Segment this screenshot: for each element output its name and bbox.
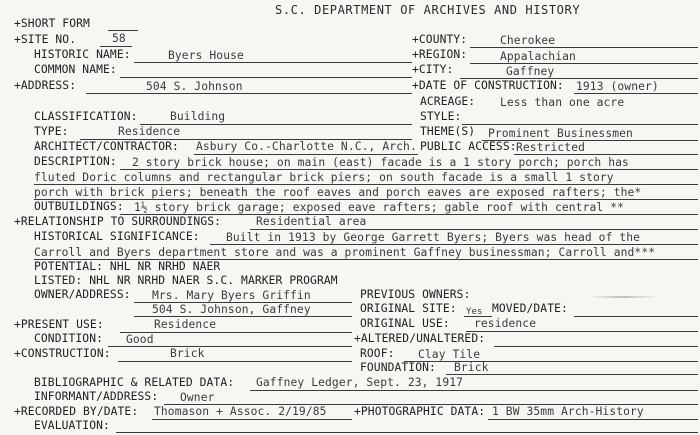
moved-date-label: MOVED/DATE:: [492, 302, 568, 315]
historical-significance-rule-1: [210, 244, 698, 245]
short-form-label: +SHORT FORM: [14, 17, 90, 30]
original-use-rule: [466, 331, 698, 332]
type-value[interactable]: Residence: [118, 125, 181, 138]
construction-value[interactable]: Brick: [170, 347, 205, 360]
listed-label: LISTED: NHL NR NRHD NAER S.C. MARKER PROGRAM: [34, 274, 338, 287]
informant-label: INFORMANT/ADDRESS:: [34, 390, 159, 403]
bibliographic-label: BIBLIOGRAPHIC & RELATED DATA:: [34, 376, 235, 389]
architect-value[interactable]: Asbury Co.-Charlotte N.C., Arch.: [196, 140, 417, 153]
owner-line-1[interactable]: Mrs. Mary Byers Griffin: [152, 289, 311, 302]
present-use-label: +PRESENT USE:: [14, 318, 104, 331]
address-rule: [86, 93, 412, 94]
architect-label: ARCHITECT/CONTRACTOR:: [34, 140, 179, 153]
outbuildings-value[interactable]: 1½ story brick garage; exposed eave rafters; gable roof with central **: [134, 201, 624, 214]
historical-significance-line-1[interactable]: Built in 1913 by George Garrett Byers; Byers was head of the: [226, 231, 641, 244]
recorded-by-rule: [152, 419, 352, 420]
potential-label: POTENTIAL: NHL NR NRHD NAER: [34, 260, 221, 273]
recorded-by-label: +RECORDED BY/DATE:: [14, 405, 139, 418]
original-use-value[interactable]: residence: [474, 317, 537, 330]
county-label: +COUNTY:: [412, 33, 468, 46]
description-rule-2: [34, 184, 698, 185]
recorded-by-value[interactable]: Thomason + Assoc. 2/19/85: [154, 405, 327, 418]
historic-name-value[interactable]: Byers House: [168, 49, 244, 62]
region-value[interactable]: Appalachian: [500, 50, 576, 63]
evaluation-label: EVALUATION:: [34, 419, 110, 432]
foundation-label: FOUNDATION:: [360, 361, 436, 374]
construction-label: +CONSTRUCTION:: [14, 347, 111, 360]
evaluation-rule: [116, 432, 698, 433]
moved-date-rule: [574, 316, 698, 317]
roof-value[interactable]: Clay Tile: [418, 348, 481, 361]
description-line-3[interactable]: porch with brick piers; beneath the roof eaves and porch eaves are exposed rafters; the*: [34, 186, 642, 199]
bibliographic-value[interactable]: Gaffney Ledger, Sept. 23, 1917: [256, 376, 464, 389]
description-line-2[interactable]: fluted Doric columns and rectangular brick piers; on south facade is a small 1 story: [34, 171, 614, 184]
altered-rule: [494, 346, 698, 347]
region-label: +REGION:: [412, 48, 468, 61]
classification-label: CLASSIFICATION:: [34, 110, 138, 123]
owner-rule-2: [134, 316, 352, 317]
public-access-value[interactable]: Restricted: [516, 141, 586, 154]
architect-rule: [194, 154, 418, 155]
historical-significance-label: HISTORICAL SIGNIFICANCE:: [34, 230, 200, 243]
classification-value[interactable]: Building: [170, 110, 226, 123]
foundation-rule: [446, 374, 698, 375]
relationship-label: +RELATIONSHIP TO SURROUNDINGS:: [14, 215, 222, 228]
previous-owners-label: PREVIOUS OWNERS:: [360, 288, 471, 301]
present-use-rule: [120, 332, 352, 333]
common-name-label: COMMON NAME:: [34, 63, 117, 76]
owner-line-2[interactable]: 504 S. Johnson, Gaffney: [152, 303, 311, 316]
address-value[interactable]: 504 S. Johnson: [146, 80, 243, 93]
historical-significance-line-2[interactable]: Carroll and Byers department store and was a prominent Gaffney businessman; Carroll and***: [34, 246, 656, 259]
bibliographic-rule: [250, 390, 698, 391]
county-rule: [470, 47, 698, 48]
site-no-value[interactable]: 58: [112, 32, 126, 45]
original-site-label: ORIGINAL SITE:: [360, 302, 457, 315]
historic-name-rule: [134, 62, 412, 63]
description-label: DESCRIPTION:: [34, 155, 117, 168]
public-access-label: PUBLIC ACCESS:: [420, 140, 517, 153]
style-rule: [462, 124, 698, 125]
region-rule: [470, 63, 698, 64]
description-line-1[interactable]: 2 story brick house; on main (east) facade is a 1 story porch; porch has: [132, 156, 629, 169]
roof-label: ROOF:: [360, 347, 395, 360]
original-site-value[interactable]: Yes: [466, 307, 483, 317]
themes-value[interactable]: Prominent Businessmen: [488, 127, 633, 140]
site-no-rule: [100, 46, 132, 47]
original-use-label: ORIGINAL USE:: [360, 317, 450, 330]
common-name-rule: [120, 77, 412, 78]
altered-label: +ALTERED/UNALTERED:: [354, 332, 486, 345]
outbuildings-label: OUTBUILDINGS:: [34, 200, 124, 213]
county-value[interactable]: Cherokee: [500, 34, 556, 47]
type-label: TYPE:: [34, 125, 69, 138]
acreage-label: ACREAGE:: [420, 95, 476, 108]
photographic-data-rule: [488, 419, 698, 420]
photographic-data-label: +PHOTOGRAPHIC DATA:: [354, 405, 486, 418]
themes-label: THEME(S): [420, 125, 476, 138]
classification-rule: [140, 124, 412, 125]
city-label: +CITY:: [412, 63, 454, 76]
relationship-value[interactable]: Residential area: [256, 215, 367, 228]
description-rule-3: [34, 199, 698, 200]
date-of-construction-rule: [574, 93, 698, 94]
date-of-construction-value[interactable]: 1913 (owner): [576, 80, 659, 93]
condition-value[interactable]: Good: [126, 333, 154, 346]
city-value[interactable]: Gaffney: [506, 65, 555, 78]
historic-name-label: HISTORIC NAME:: [34, 48, 131, 61]
photographic-data-value[interactable]: 1 BW 35mm Arch-History: [492, 405, 644, 418]
present-use-value[interactable]: Residence: [154, 318, 217, 331]
informant-value[interactable]: Owner: [180, 391, 215, 404]
date-of-construction-label: +DATE OF CONSTRUCTION:: [412, 79, 564, 92]
condition-label: CONDITION:: [34, 332, 104, 345]
foundation-value[interactable]: Brick: [454, 361, 489, 374]
paper-smudge: [588, 296, 658, 298]
public-access-rule: [514, 154, 698, 155]
relationship-rule: [250, 229, 698, 230]
site-no-label: +SITE NO.: [14, 33, 77, 46]
short-form-rule: [108, 30, 138, 31]
acreage-value[interactable]: Less than one acre: [500, 96, 625, 109]
style-label: STYLE:: [420, 110, 462, 123]
form-title: S.C. DEPARTMENT OF ARCHIVES AND HISTORY: [275, 3, 581, 17]
owner-address-label: OWNER/ADDRESS:: [34, 288, 131, 301]
address-label: +ADDRESS:: [14, 79, 77, 92]
description-rule-1: [120, 169, 698, 170]
condition-rule: [108, 346, 352, 347]
construction-rule: [118, 361, 352, 362]
roof-rule: [404, 361, 698, 362]
